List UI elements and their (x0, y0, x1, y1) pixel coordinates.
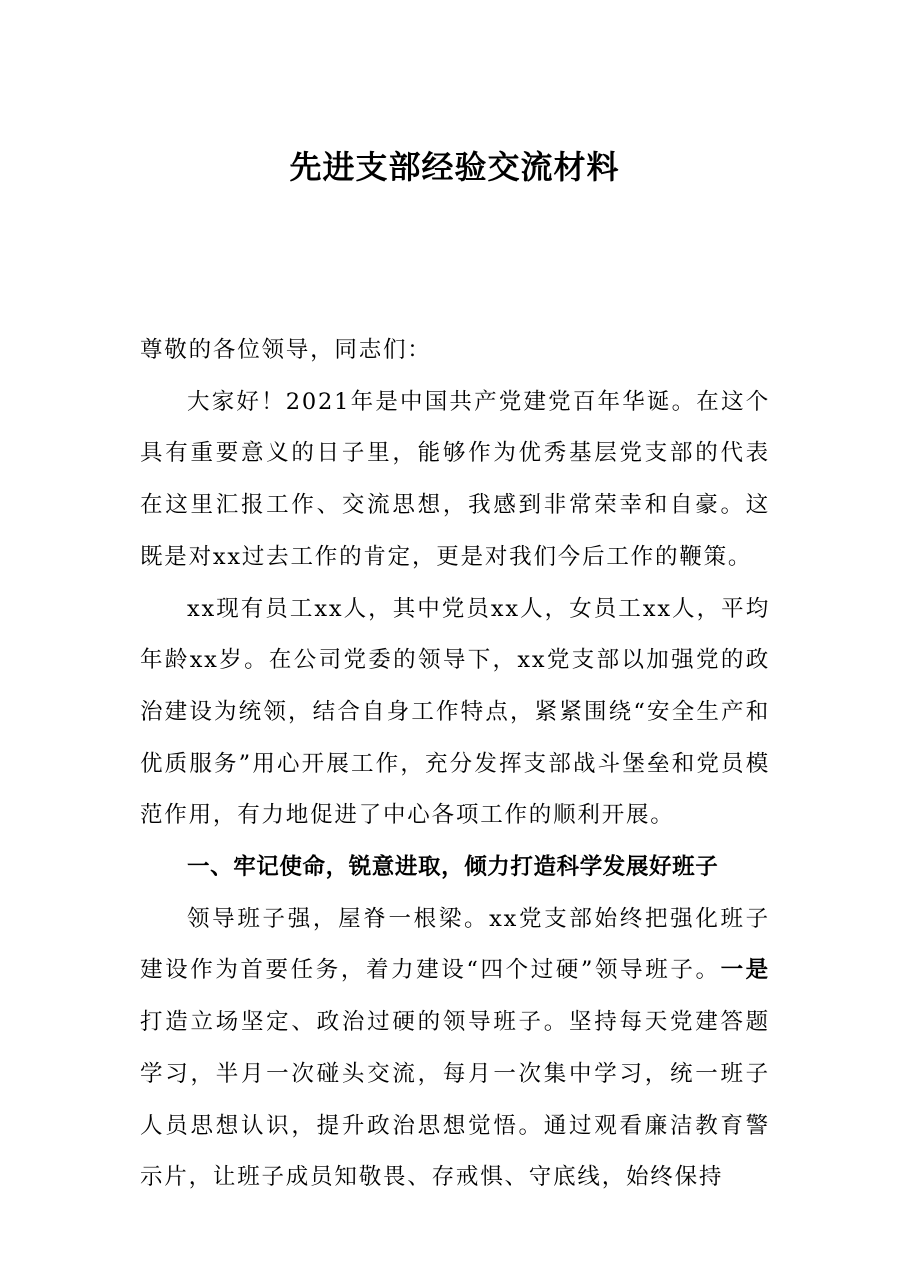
document-title: 先进支部经验交流材料 (289, 148, 620, 186)
document-body (140, 325, 770, 1204)
paragraph-greeting: 大家好！2021年是中国共产党建党百年华诞。在这个具有重要意义的日子里，能够作为优秀基层党支部的代表在这里汇报工作、交流思想，我感到非常荣幸和自豪。这既是对xx过去工作的肯定，更是对我们今后工作的鞭策。 (140, 388, 770, 570)
section-heading: 一、牢记使命，锐意进取，倾力打造科学发展好班子 (187, 854, 719, 881)
section-paragraph-start: 领导班子强，屋脊一根梁。xx党支部始终把强化班子建设作为首要任务，着力建设“四个过硬”领导班子。 (140, 905, 770, 984)
section-paragraph-rest: 打造立场坚定、政治过硬的领导班子。坚持每天党建答题学习，半月一次碰头交流，每月一次集中学习，统一班子人员思想认识，提升政治思想觉悟。通过观看廉洁教育警示片，让班子成员知敬畏、存戒惧、守底线，始终保持 (140, 1009, 770, 1191)
salutation: 尊敬的各位领导，同志们： (140, 337, 432, 363)
paragraph-section-one (140, 894, 770, 1204)
section-bold-lead: 一是 (720, 957, 770, 984)
paragraph-overview: xx现有员工xx人，其中党员xx人，女员工xx人，平均年龄xx岁。在公司党委的领导下，xx党支部以加强党的政治建设为统领，结合自身工作特点，紧紧围绕“安全生产和优质服务”用心开展工作，充分发挥支部战斗堡垒和党员模范作用，有力地促进了中心各项工作的顺利开展。 (140, 595, 770, 829)
